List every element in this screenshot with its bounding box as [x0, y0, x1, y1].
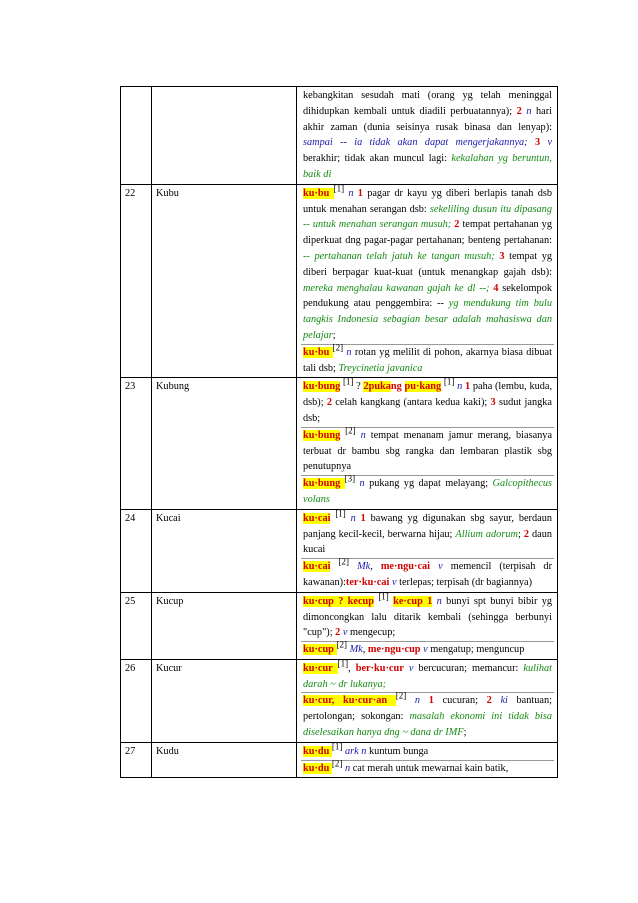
table-row — [121, 659, 558, 742]
sense-marker: 2 — [523, 528, 529, 540]
part-of-speech: n — [348, 187, 354, 199]
definition-text: ; — [517, 528, 524, 540]
definition-text: bunyi spt bunyi bibir yg dimoncongkan lalu ditarik kembali (sehingga berbunyi "cup"); — [303, 595, 553, 639]
definition-text: bawang yg digunakan sbg sayur, berdaun panjang kecil-kecil, berwarna hijau; — [303, 512, 552, 540]
homonym-number: [1] — [333, 183, 345, 194]
row-number: 23 — [121, 378, 152, 509]
homonym-number: [2] — [332, 342, 344, 353]
part-of-speech: n — [345, 762, 351, 774]
headword: ku·du — [303, 762, 332, 774]
row-number: 26 — [121, 659, 152, 742]
definition-text: ? — [353, 381, 364, 393]
part-of-speech: sampai -- ia tidak akan dapat mengerjakannya; — [303, 137, 528, 149]
homonym-number: [1] — [337, 658, 349, 669]
headword: ku·cup ? kecup — [303, 595, 374, 607]
part-of-speech: n — [346, 346, 352, 358]
part-of-speech: Mk — [357, 561, 371, 573]
definition-text — [430, 561, 438, 572]
row-word: Kucur — [152, 659, 297, 742]
headword: ku·du — [303, 745, 332, 757]
definition-entry — [301, 427, 554, 475]
row-definition — [297, 87, 558, 185]
row-definition — [297, 592, 558, 659]
example-text: Treycinetia javanica — [338, 362, 423, 374]
definition-text: hari akhir zaman (dunia seisinya rusak binasa dan lenyap): — [303, 105, 552, 133]
headword: ku·bu — [303, 346, 333, 358]
sense-marker: ter·ku·cai — [345, 576, 390, 588]
definition-text: ; — [332, 329, 336, 341]
example-text: yg mendukung tim bulu tangkis Indonesia sebagian besar adalah mahasiswa dan pelajar — [303, 298, 552, 341]
sense-marker: 1 — [428, 695, 434, 707]
row-word: Kucai — [152, 509, 297, 592]
definition-text: , — [362, 644, 368, 656]
row-number — [121, 87, 152, 185]
definition-entry — [301, 475, 554, 508]
homonym-number: [1] — [443, 376, 455, 387]
sense-marker: 2 — [516, 105, 522, 117]
headword: ku·cai — [303, 512, 331, 524]
dictionary-table-body — [121, 87, 558, 778]
definition-text: kuntum bunga — [366, 745, 429, 757]
sense-marker: 1 — [360, 512, 366, 524]
example-text: Allium adorum — [455, 528, 518, 540]
definition-text: memencil (terpisah dr kawanan): — [303, 561, 552, 588]
definition-text: sekelompok pendukung atau penggembira: -- — [303, 282, 552, 310]
sense-marker: 2 — [486, 695, 492, 707]
headword: ku·bung — [303, 429, 341, 441]
example-text: Galcopithecus volans — [303, 478, 552, 505]
table-row — [121, 592, 558, 659]
definition-text: kebangkitan sesudah mati (orang yg telah meninggal dihidupkan kembali untuk diadili perbuatannya); — [303, 90, 552, 117]
homonym-number: [3] — [344, 473, 356, 484]
row-word — [152, 87, 297, 185]
headword: 2puka — [363, 381, 391, 393]
homonym-number: [2] — [338, 556, 350, 567]
definition-entry — [301, 692, 554, 740]
sense-marker: 4 — [493, 282, 499, 294]
sense-marker: 2 — [454, 219, 460, 231]
part-of-speech: v — [438, 561, 443, 573]
definition-text: bercucuran; memancur: — [413, 662, 524, 674]
definition-entry — [301, 183, 554, 344]
row-definition — [297, 742, 558, 778]
definition-text: ; — [463, 727, 467, 739]
row-number: 25 — [121, 592, 152, 659]
homonym-number: [2] — [395, 691, 407, 702]
sense-marker: me·ngu·cai — [380, 561, 431, 573]
definition-text: mengatup; menguncup — [427, 644, 525, 656]
homonym-number: [1] — [331, 741, 343, 752]
row-word: Kubu — [152, 184, 297, 378]
row-number: 27 — [121, 742, 152, 778]
definition-text — [330, 561, 338, 572]
definition-text — [420, 695, 429, 706]
definition-entry — [301, 88, 554, 183]
headword: ku·bung — [303, 381, 341, 393]
part-of-speech: n — [360, 429, 366, 441]
definition-text: paha (lembu, kuda, dsb); — [303, 381, 553, 409]
dictionary-table — [120, 86, 558, 778]
table-row — [121, 742, 558, 778]
definition-entry — [301, 760, 554, 777]
definition-text: tempat pertahanan yg diperkuat dng pagar-pagar pertahanan; benteng pertahanan: — [303, 219, 552, 247]
headword: ke·cup 1 — [393, 595, 433, 607]
headword: ku·cup — [303, 644, 337, 656]
example-text: kekalahan yg beruntun, baik di — [303, 153, 553, 180]
part-of-speech: v — [391, 576, 397, 588]
headword: ku·cai — [303, 561, 331, 573]
sense-marker: 1 — [464, 381, 471, 393]
sense-marker: 2 — [326, 397, 333, 409]
table-row — [121, 184, 558, 378]
row-definition — [297, 509, 558, 592]
definition-text — [528, 137, 535, 148]
definition-entry — [301, 641, 554, 658]
definition-text — [349, 561, 357, 572]
row-word: Kucup — [152, 592, 297, 659]
sense-marker: me·ngu·cup — [367, 644, 421, 656]
example-text: kulihat darah ~ dr lukanya; — [303, 662, 552, 690]
definition-entry — [301, 591, 554, 641]
part-of-speech: n — [526, 105, 532, 117]
headword: ku·cur — [303, 662, 338, 674]
example-text: mereka menghalau kawanan gajah ke dl --; — [303, 282, 490, 294]
definition-entry — [301, 558, 554, 591]
definition-text: terlepas; terpisah (dr bagiannya) — [396, 576, 533, 588]
sense-marker: 1 — [357, 187, 363, 199]
homonym-number: [2] — [345, 425, 356, 436]
definition-text: pukang yg dapat melayang; — [364, 478, 493, 490]
definition-text: , — [348, 662, 356, 674]
part-of-speech: ark n — [345, 745, 367, 757]
part-of-speech: n — [359, 478, 365, 490]
sense-marker: ber·ku·cur — [355, 662, 404, 674]
definition-text: sudut jangka dsb; — [303, 397, 552, 424]
part-of-speech: v — [342, 627, 348, 639]
row-definition — [297, 659, 558, 742]
sense-marker: 3 — [499, 250, 505, 262]
row-number: 24 — [121, 509, 152, 592]
definition-text: cat merah untuk mewarnai kain batik, — [350, 762, 509, 774]
headword: ku·bung — [303, 478, 345, 490]
headword: ku·cur, ku·cur·an — [303, 695, 396, 707]
definition-text: tempat menanam jamur merang, biasanya terbuat dr bambu sbg rangka dan lembaran plastik sbg penutupnya — [303, 429, 553, 473]
definition-text: bantuan; pertolongan; sokongan: — [303, 695, 552, 723]
homonym-number: [1] — [335, 508, 346, 519]
definition-text: pagar dr kayu yg diberi berlapis tanah dsb untuk menahan serangan dsb: — [303, 187, 552, 215]
definition-text: mengecup; — [347, 627, 396, 639]
sense-marker: 3 — [490, 397, 496, 409]
homonym-number: [1] — [342, 376, 354, 387]
part-of-speech: n — [457, 381, 463, 393]
example-text: sekeliling dusun itu dipasang -- untuk menahan serangan musuh; — [303, 203, 552, 231]
part-of-speech: v — [547, 137, 553, 149]
row-word: Kubung — [152, 378, 297, 509]
row-number: 22 — [121, 184, 152, 378]
definition-text: tempat yg diberi berpagar kuat-kuat (untuk menangkap gajah dsb): — [303, 250, 553, 278]
definition-text — [406, 695, 415, 706]
homonym-number: [2] — [336, 639, 347, 650]
definition-text: cucuran; — [433, 695, 487, 707]
part-of-speech: n — [414, 695, 421, 707]
table-row — [121, 509, 558, 592]
homonym-number: [2] — [331, 758, 343, 769]
definition-text: celah kangkang (antara kedua kaki); — [332, 397, 491, 409]
definition-text: berakhir; tidak akan muncul lagi: — [303, 153, 452, 165]
headword: ku·bu — [303, 187, 334, 199]
definition-entry — [301, 508, 554, 558]
table-row — [121, 378, 558, 509]
example-text: -- pertahanan telah jatuh ke tangan musuh; — [303, 250, 495, 262]
headword: pu·kang — [404, 381, 442, 393]
example-text: masalah ekonomi ini tidak bisa diselesaikan hanya dng ~ dana dr IMF — [303, 711, 552, 739]
definition-text: daun kucai — [303, 528, 552, 556]
row-definition — [297, 378, 558, 509]
part-of-speech: ki — [500, 695, 508, 707]
sense-marker: 2 — [335, 627, 341, 639]
row-definition — [297, 184, 558, 378]
part-of-speech: v — [423, 644, 428, 656]
part-of-speech: n — [436, 595, 442, 607]
part-of-speech: v — [408, 662, 414, 674]
part-of-speech: Mk — [349, 644, 363, 656]
sense-marker: 3 — [534, 137, 541, 149]
definition-entry — [301, 658, 554, 693]
definition-text: , — [370, 561, 381, 573]
definition-entry — [301, 344, 554, 377]
table-row — [121, 87, 558, 185]
definition-entry — [301, 376, 554, 426]
row-word: Kudu — [152, 742, 297, 778]
part-of-speech: n — [350, 512, 356, 524]
sense-marker: ng — [390, 381, 402, 393]
homonym-number: [1] — [378, 591, 389, 602]
definition-text: rotan yg melilit di pohon, akarnya biasa dibuat tali dsb; — [303, 346, 552, 374]
